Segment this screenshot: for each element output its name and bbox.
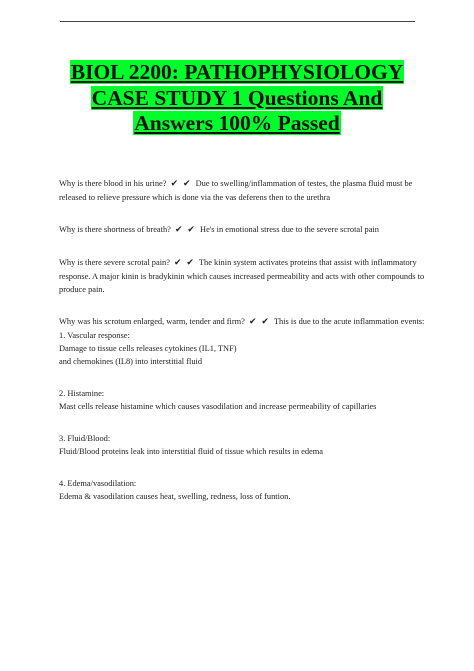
title-line: Answers 100% Passed (134, 111, 340, 135)
question-text: Why is there blood in his urine? (59, 179, 167, 188)
qa-item (59, 177, 431, 204)
answer-text: The kinin system activates proteins that assist with inflammatory response. A major kinin is bradykinin which causes increased permeability and acts with other compounds to produce pain. (59, 258, 425, 294)
section-block (59, 387, 431, 413)
section-block (59, 477, 431, 503)
answer-text: Due to swelling/inflammation of testes, the plasma fluid must be released to relieve pressure which is done via the vas deferens then to the urethra (59, 179, 413, 202)
title-line: CASE STUDY 1 Questions And (91, 85, 383, 110)
question-text: Why was his scrotum enlarged, warm, tender and firm? (59, 317, 245, 326)
section-heading: 1. Vascular response: (59, 331, 130, 340)
answer-text: He's in emotional stress due to the severe scrotal pain (200, 225, 379, 234)
section-line: and chemokines (IL8) into interstitial fluid (59, 357, 203, 366)
document-body (59, 177, 431, 522)
double-check-icon: ✔ ✔ (174, 225, 196, 235)
section-line: Mast cells release histamine which causes vasodilation and increase permeability of capillaries (59, 402, 377, 411)
qa-item (59, 223, 431, 237)
section-heading: 2. Histamine: (59, 389, 105, 398)
question-text: Why is there shortness of breath? (59, 225, 171, 234)
section-line: Damage to tissue cells releases cytokines (IL1, TNF) (59, 344, 237, 353)
section-line: Edema & vasodilation causes heat, swelling, redness, loss of funtion. (59, 492, 291, 501)
section-heading: 3. Fluid/Blood: (59, 434, 111, 443)
double-check-icon: ✔ ✔ (170, 179, 192, 189)
double-check-icon: ✔ ✔ (249, 317, 270, 327)
qa-item-with-list (59, 315, 431, 368)
answer-text: This is due to the acute inflammation events: (273, 317, 425, 326)
double-check-icon: ✔ ✔ (174, 258, 195, 268)
header-rule (60, 21, 415, 22)
section-block (59, 432, 431, 458)
section-line: Fluid/Blood proteins leak into interstitial fluid of tissue which results in edema (59, 447, 324, 456)
question-text: Why is there severe scrotal pain? (59, 258, 170, 267)
qa-item (59, 256, 431, 296)
section-heading: 4. Edema/vasodilation: (59, 479, 137, 488)
title-line: BIOL 2200: PATHOPHYSIOLOGY (70, 60, 404, 84)
document-title (40, 60, 434, 137)
